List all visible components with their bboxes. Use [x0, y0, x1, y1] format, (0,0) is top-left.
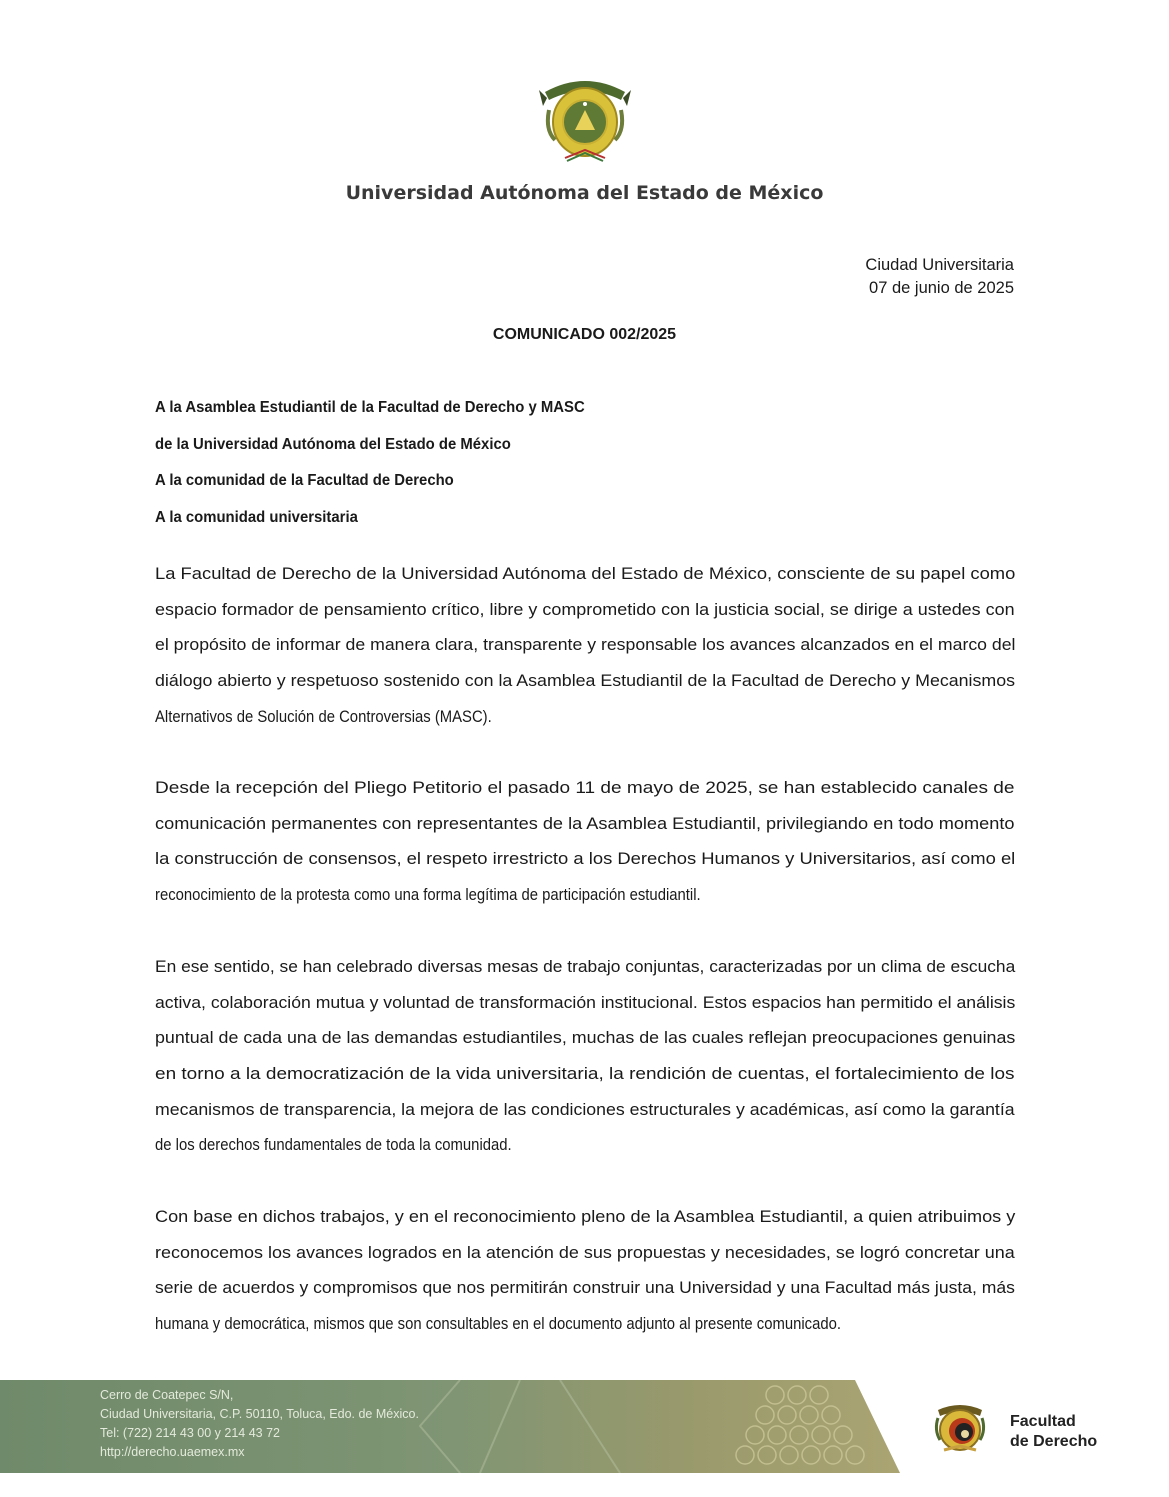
paragraph-line: en torno a la democratización de la vida universitaria, la rendición de cuentas, el fortalecimiento de los	[155, 1065, 1015, 1084]
footer-address-line: Cerro de Coatepec S/N,	[100, 1388, 234, 1402]
paragraph-3	[155, 955, 1015, 1169]
paragraph-line: mecanismos de transparencia, la mejora de las condiciones estructurales y académicas, así como la garantía	[155, 1100, 1015, 1119]
paragraph-line: serie de acuerdos y compromisos que nos permitirán construir una Universidad y una Facultad más justa, más	[155, 1279, 1015, 1298]
paragraph-line: humana y democrática, mismos que son consultables en el documento adjunto al presente comunicado.	[155, 1315, 841, 1334]
footer-phone: Tel: (722) 214 43 00 y 214 43 72	[100, 1426, 280, 1440]
paragraph-line: el propósito de informar de manera clara, transparente y responsable los avances alcanzados en el marco del	[155, 636, 1016, 655]
paragraph-line: diálogo abierto y respetuoso sostenido con la Asamblea Estudiantil de la Facultad de Derecho y Mecanismos	[155, 672, 1016, 691]
date: 07 de junio de 2025	[869, 279, 1014, 297]
faculty-name-line: de Derecho	[1010, 1433, 1098, 1450]
addressee-line: A la comunidad universitaria	[155, 508, 358, 526]
footer-address-line: Ciudad Universitaria, C.P. 50110, Toluca, Edo. de México.	[100, 1407, 419, 1421]
paragraph-line: En ese sentido, se han celebrado diversas mesas de trabajo conjuntas, caracterizadas por un clima de escucha	[155, 958, 1016, 976]
university-name: Universidad Autónoma del Estado de México	[345, 182, 824, 204]
paragraph-line: reconocimiento de la protesta como una forma legítima de participación estudiantil.	[155, 886, 701, 905]
paragraph-1	[155, 562, 1015, 740]
addressee-line: A la Asamblea Estudiantil de la Facultad de Derecho y MASC	[155, 399, 585, 416]
paragraph-line: la construcción de consensos, el respeto irrestricto a los Derechos Humanos y Universitarios, así como el	[155, 850, 1016, 869]
faculty-name	[1010, 1412, 1097, 1452]
university-crest-logo	[525, 70, 645, 170]
paragraph-line: Desde la recepción del Pliego Petitorio el pasado 11 de mayo de 2025, se han establecido canales de	[155, 779, 1015, 797]
paragraph-line: Alternativos de Solución de Controversias (MASC).	[155, 707, 492, 726]
paragraph-line: Con base en dichos trabajos, y en el reconocimiento pleno de la Asamblea Estudiantil, a quien atribuimos y	[155, 1208, 1016, 1226]
paragraph-line: activa, colaboración mutua y voluntad de transformación institucional. Estos espacios han permitido el análisis	[155, 993, 1016, 1012]
paragraph-line: La Facultad de Derecho de la Universidad Autónoma del Estado de México, consciente de su papel como	[155, 565, 1016, 583]
faculty-crest-logo	[930, 1400, 990, 1455]
footer-website-link[interactable]: http://derecho.uaemex.mx	[100, 1445, 245, 1459]
addressee-line: de la Universidad Autónoma del Estado de México	[155, 435, 511, 453]
paragraph-line: de los derechos fundamentales de toda la comunidad.	[155, 1136, 512, 1155]
paragraph-line: puntual de cada una de las demandas estudiantiles, muchas de las cuales reflejan preocupaciones genuinas	[155, 1029, 1016, 1048]
addressees	[155, 396, 617, 542]
addressee-line: A la comunidad de la Facultad de Derecho	[155, 472, 454, 489]
document-title: COMUNICADO 002/2025	[492, 326, 677, 343]
faculty-name-line: Facultad	[1010, 1413, 1076, 1430]
place-date	[865, 254, 1014, 300]
paragraph-2	[155, 776, 1015, 919]
paragraph-4	[155, 1205, 1015, 1348]
paragraph-line: espacio formador de pensamiento crítico, libre y comprometido con la justicia social, se dirige a ustedes con	[155, 600, 1015, 619]
paragraph-line: comunicación permanentes con representantes de la Asamblea Estudiantil, privilegiando en todo momento	[155, 814, 1015, 833]
place: Ciudad Universitaria	[865, 256, 1014, 274]
footer-address	[100, 1386, 419, 1462]
paragraph-line: reconocemos los avances logrados en la atención de sus propuestas y necesidades, se logró concretar una	[155, 1243, 1015, 1262]
